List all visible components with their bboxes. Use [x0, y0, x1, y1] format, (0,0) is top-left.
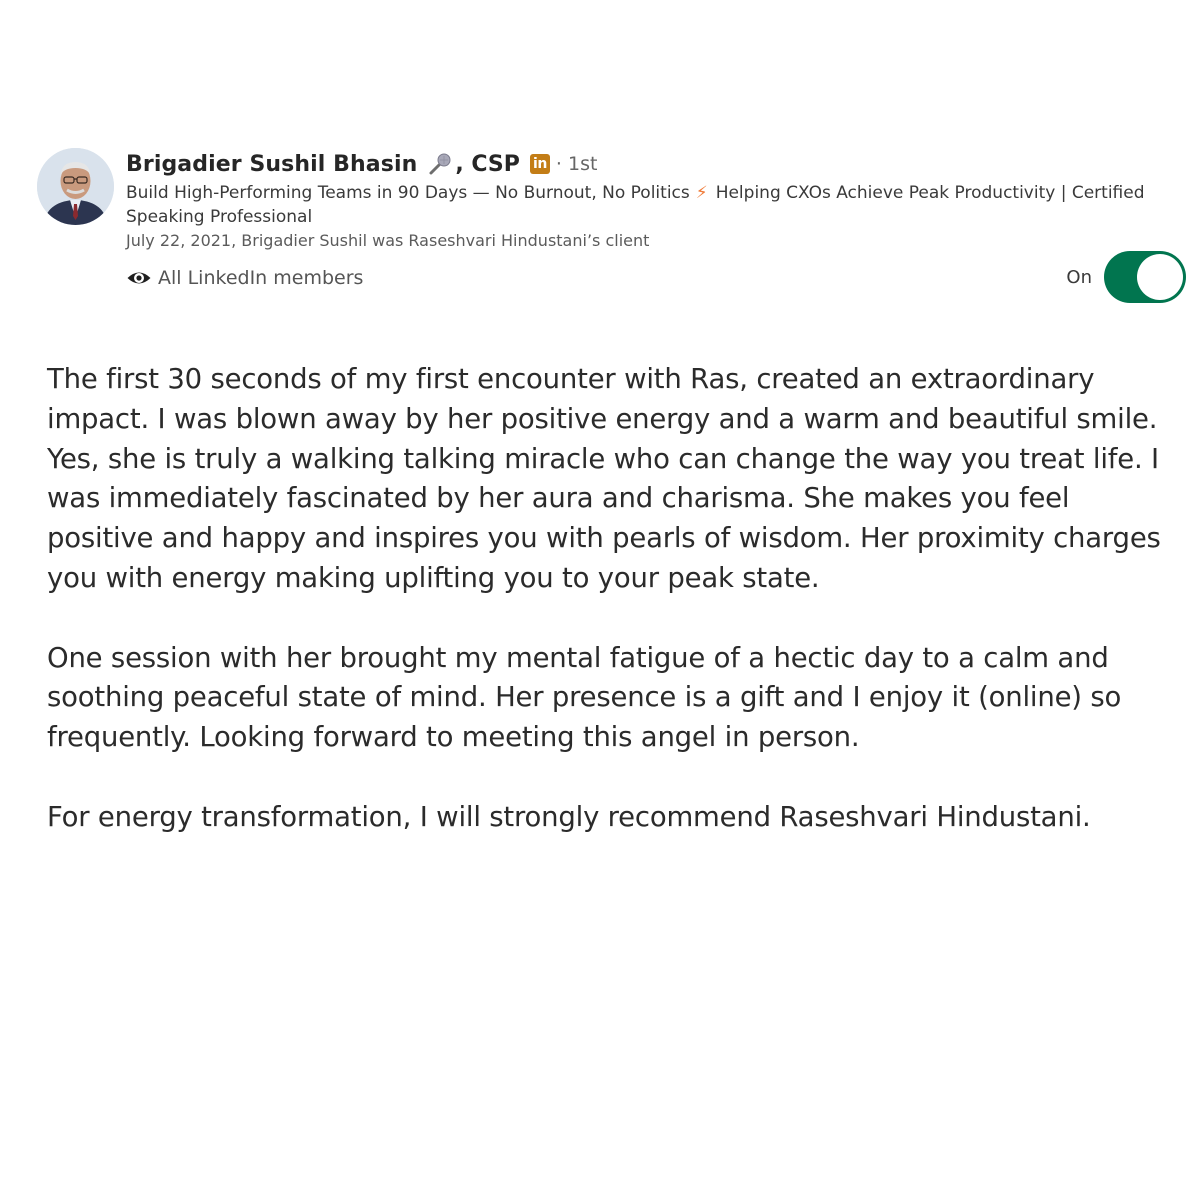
avatar-photo — [37, 148, 114, 225]
toggle-knob[interactable] — [1137, 254, 1183, 300]
recommender-headline — [126, 181, 1171, 229]
recommendation-paragraph: The first 30 seconds of my first encounter with Ras, created an extraordinary impact. I was blown away by her positive energy and a warm and beautiful smile. Yes, she is truly a walking talking miracle who can change the way you treat life. I was immediately fascinated by her aura and charisma. She makes you feel positive and happy and inspires you with pearls of wisdom. Her proximity charges you with energy making uplifting you to your peak state. — [47, 363, 1161, 594]
headline-part-2: Helping CXOs Achieve Peak Productivity | Certified Speaking Professional — [126, 183, 1145, 227]
recommendation-paragraph: One session with her brought my mental fatigue of a hectic day to a calm and soothing peaceful state of mind. Her presence is a gift and I enjoy it (online) so frequently. Looking forward to meeting this angel in person. — [47, 641, 1122, 754]
microphone-icon — [427, 151, 453, 177]
recommendation-date-relation: July 22, 2021, Brigadier Sushil was Raseshvari Hindustani’s client — [126, 231, 650, 250]
eye-icon — [126, 265, 152, 291]
toggle-switch[interactable] — [1104, 251, 1186, 303]
recommender-header — [126, 148, 1186, 253]
linkedin-badge-icon: in — [530, 154, 550, 174]
toggle-state-label: On — [1066, 266, 1092, 288]
connection-degree: · 1st — [555, 153, 598, 175]
headline-part-1: Build High-Performing Teams in 90 Days — No Burnout, No Politics — [126, 183, 690, 203]
name-row — [126, 148, 1186, 180]
visibility-setting[interactable] — [126, 264, 363, 292]
show-recommendation-toggle — [1066, 251, 1186, 303]
avatar[interactable] — [37, 148, 114, 225]
recommendation-paragraph: For energy transformation, I will strongly recommend Raseshvari Hindustani. — [47, 800, 1091, 833]
credential-suffix: , CSP — [455, 151, 520, 177]
recommender-name[interactable]: Brigadier Sushil Bhasin — [126, 151, 418, 177]
lightning-bolt-icon: ⚡ — [695, 183, 708, 203]
visibility-label: All LinkedIn members — [158, 267, 364, 289]
recommendation-text — [47, 360, 1167, 877]
